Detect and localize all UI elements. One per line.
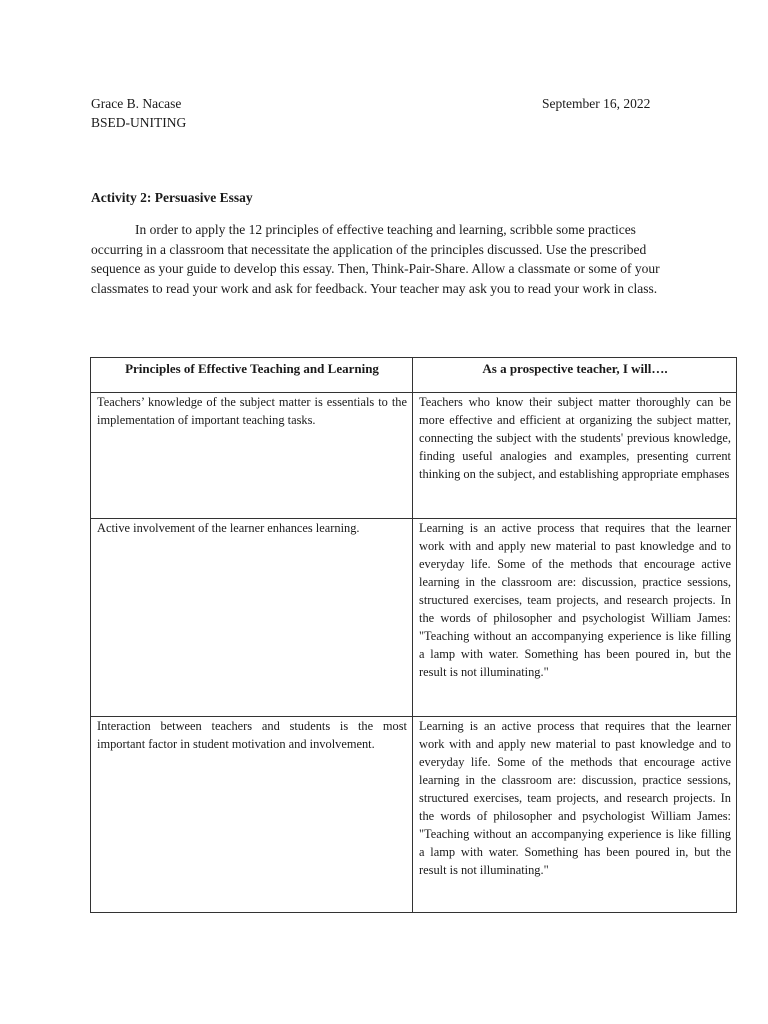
activity-title: Activity 2: Persuasive Essay	[91, 190, 253, 205]
document-date: September 16, 2022	[542, 96, 651, 111]
author-course: BSED-UNITING	[91, 115, 187, 130]
column-header-principles: Principles of Effective Teaching and Learning	[91, 358, 413, 393]
principles-table	[90, 357, 737, 913]
response-cell: Learning is an active process that requires that the learner work with and apply new material to past knowledge and to everyday life. Some of the methods that encourage active learning in the classroom are: discussion, practice sessions, structured exercises, team projects, and research projects. In the words of philosopher and psychologist William James: "Teaching without an accompanying experience is like filling a lamp with water. Something has been poured in, but the result is not illuminating."	[413, 519, 737, 717]
table-row	[91, 717, 737, 913]
principle-cell: Interaction between teachers and students is the most important factor in student motivation and involvement.	[91, 717, 413, 913]
table-row	[91, 519, 737, 717]
response-cell: Learning is an active process that requires that the learner work with and apply new material to past knowledge and to everyday life. Some of the methods that encourage active learning in the classroom are: discussion, practice sessions, structured exercises, team projects, and research projects. In the words of philosopher and psychologist William James: "Teaching without an accompanying experience is like filling a lamp with water. Something has been poured in, but the result is not illuminating."	[413, 717, 737, 913]
author-name: Grace B. Nacase	[91, 96, 182, 111]
author-block	[91, 94, 186, 132]
table-row	[91, 393, 737, 519]
table-header-row	[91, 358, 737, 393]
principle-cell: Teachers’ knowledge of the subject matter is essentials to the implementation of important teaching tasks.	[91, 393, 413, 519]
principle-cell: Active involvement of the learner enhances learning.	[91, 519, 413, 717]
activity-instructions: In order to apply the 12 principles of effective teaching and learning, scribble some practices occurring in a classroom that necessitate the application of the principles discussed. Use the prescribed sequence as your guide to develop this essay. Then, Think-Pair-Share. Allow a classmate or some of your classmates to read your work and ask for feedback. Your teacher may ask you to read your work in class.	[91, 222, 660, 296]
column-header-response: As a prospective teacher, I will….	[413, 358, 737, 393]
response-cell: Teachers who know their subject matter thoroughly can be more effective and efficient at organizing the subject matter, connecting the subject with the students' previous knowledge, finding useful analogies and examples, presenting current thinking on the subject, and establishing appropriate emphases	[413, 393, 737, 519]
